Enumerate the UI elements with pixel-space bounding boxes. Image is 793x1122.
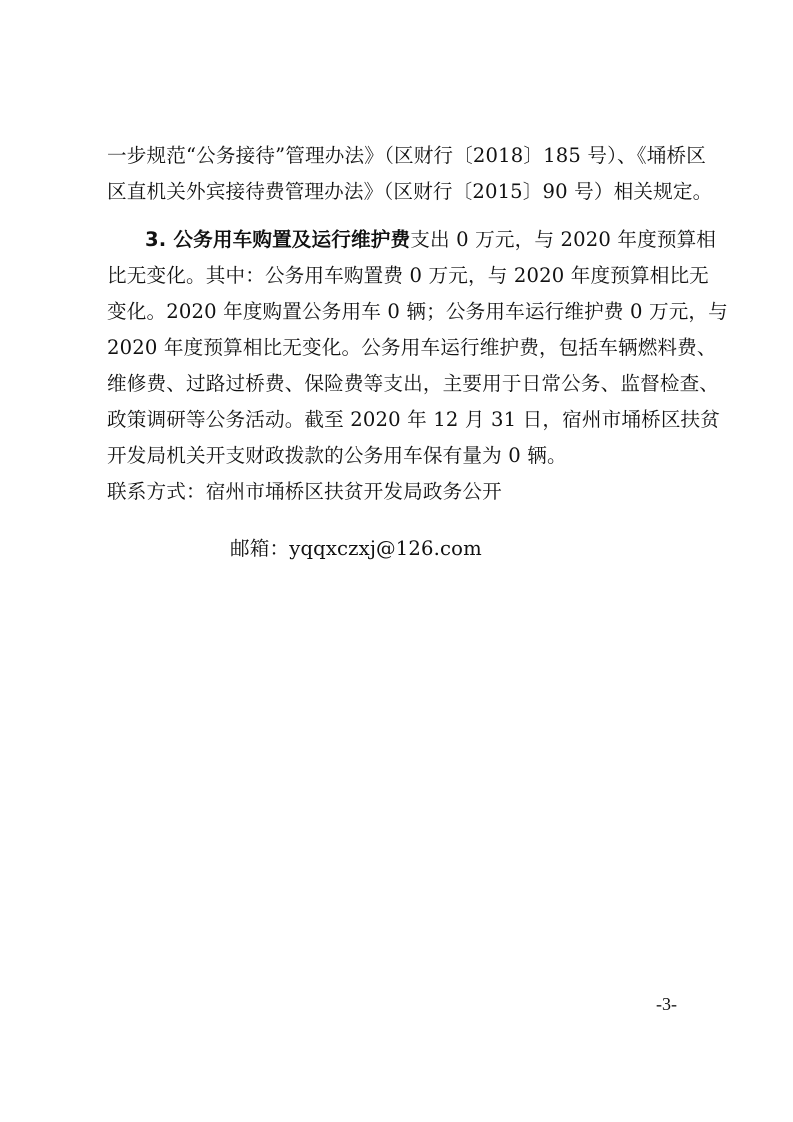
paragraph-line-1: 一步规范“公务接待”管理办法》（区财行〔2018〕185 号）、《埇桥区 xyxy=(107,144,706,167)
email-label: 邮箱： xyxy=(230,537,290,560)
paragraph-line-6: 2020 年度预算相比无变化。公务用车运行维护费，包括车辆燃料费、 xyxy=(107,336,717,359)
paragraph-line-9: 开发局机关开支财政拨款的公务用车保有量为 0 辆。 xyxy=(107,444,567,467)
paragraph-line-8: 政策调研等公务活动。截至 2020 年 12 月 31 日，宿州市埇桥区扶贫 xyxy=(107,408,721,431)
paragraph-line-5: 变化。2020 年度购置公务用车 0 辆；公务用车运行维护费 0 万元，与 xyxy=(107,300,728,323)
email-value: yqqxczxj@126.com xyxy=(289,537,482,560)
section-heading: 3. 公务用车购置及运行维护费 xyxy=(145,228,411,251)
paragraph-line-7: 维修费、过路过桥费、保险费等支出，主要用于日常公务、监督检查、 xyxy=(107,372,720,395)
section-text: 支出 0 万元，与 2020 年度预算相 xyxy=(410,228,717,251)
contact-label: 联系方式： xyxy=(107,480,206,503)
contact-line xyxy=(107,477,697,507)
email-line xyxy=(230,534,793,564)
contact-value: 宿州市埇桥区扶贫开发局政务公开 xyxy=(205,480,502,503)
paragraph-line-4: 比无变化。其中：公务用车购置费 0 万元，与 2020 年度预算相比无 xyxy=(107,264,709,287)
page-number: -3- xyxy=(656,994,677,1014)
paragraph-line-2: 区直机关外宾接待费管理办法》（区财行〔2015〕90 号）相关规定。 xyxy=(107,180,713,203)
paragraph-line-3 xyxy=(107,225,735,255)
